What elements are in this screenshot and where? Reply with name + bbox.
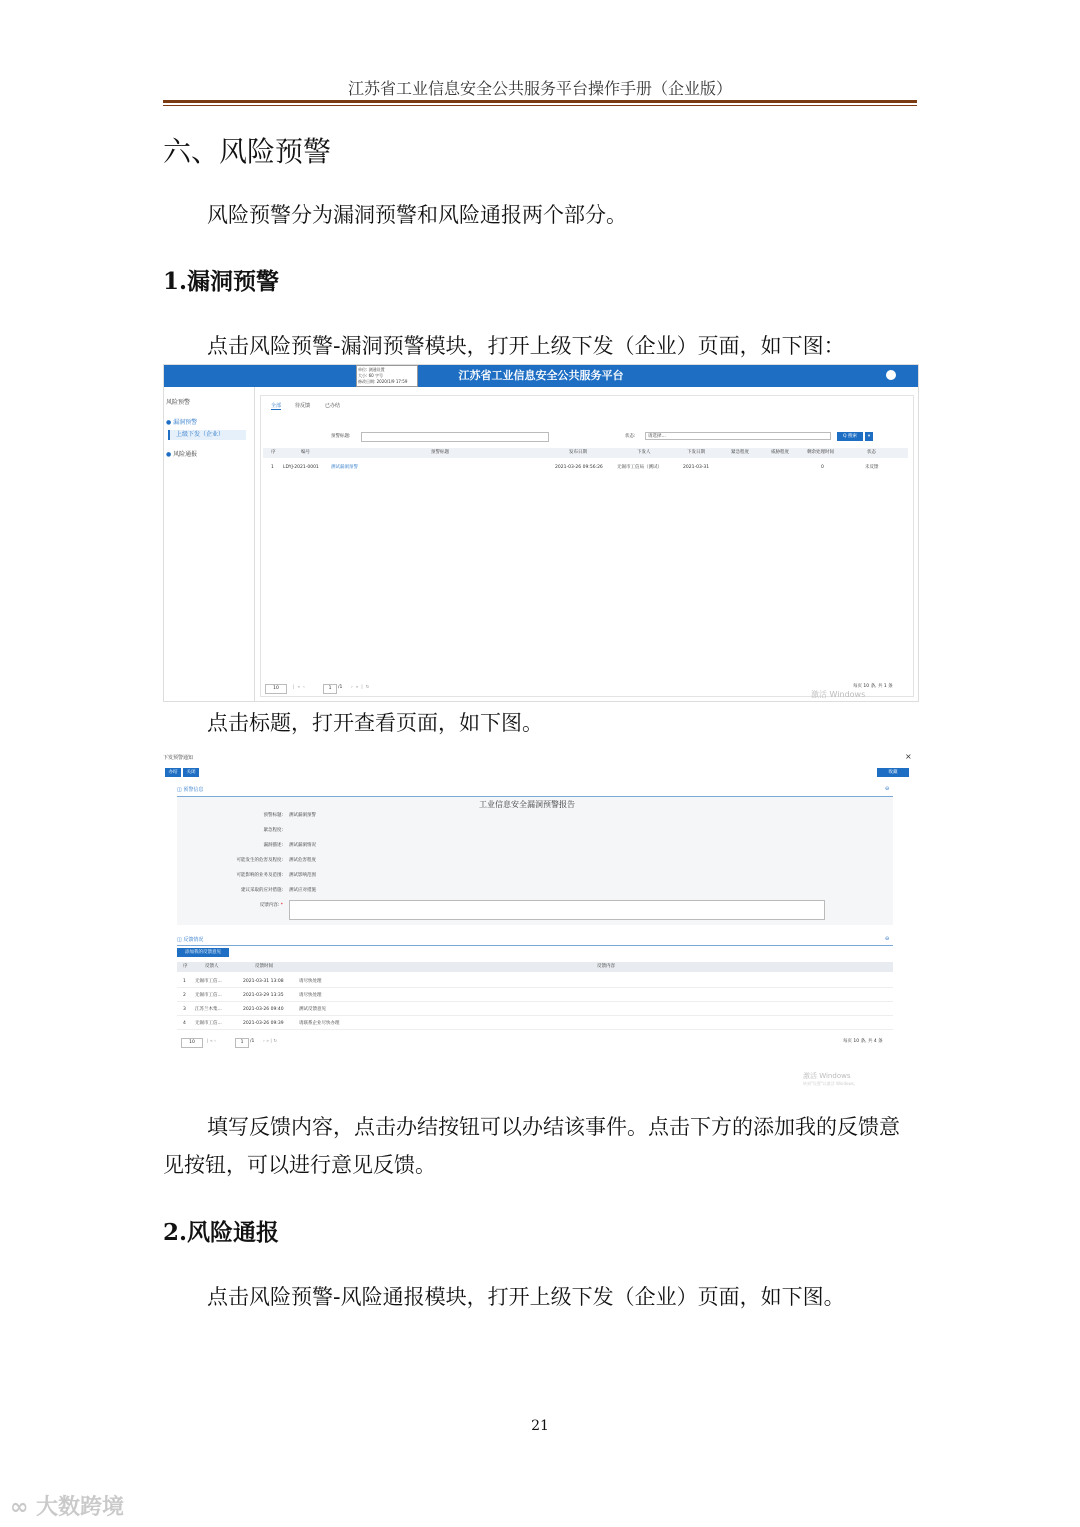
feedback-label-text: 反馈内容: (259, 903, 280, 908)
cell: 3 (183, 1007, 186, 1012)
page-input[interactable]: 1 (323, 684, 337, 694)
favorite-button[interactable]: 收藏 (877, 768, 909, 777)
page-number: 21 (531, 1418, 549, 1434)
cell: 2021-03-26 09:56:26 (555, 465, 603, 470)
cell: 未反馈 (865, 465, 879, 470)
feedback-table-header (177, 962, 893, 972)
tab-pending[interactable]: 待反馈 (295, 403, 311, 409)
cell: 2021-03-29 13:35 (243, 993, 284, 998)
cell: 2021-03-26 09:39 (243, 1021, 284, 1026)
subsection-1-text: 点击风险预警-漏洞预警模块，打开上级下发（企业）页面，如下图： (207, 334, 845, 358)
feedback-textarea[interactable] (289, 900, 825, 920)
col-header: 下发人 (637, 450, 651, 455)
cell: 2 (183, 993, 186, 998)
col-header: 状态 (867, 450, 876, 455)
screenshot-warning-detail (163, 752, 917, 1092)
page-size-select[interactable]: 10 (181, 1038, 203, 1048)
search-dropdown-icon[interactable]: ▾ (865, 432, 873, 441)
cell: 测试反馈意见 (299, 1007, 326, 1012)
field-value: 测试应对措施 (289, 888, 316, 893)
section-label: 反馈情况 (183, 937, 204, 943)
watermark (10, 1490, 124, 1521)
close-icon[interactable]: × (905, 752, 912, 761)
subsection-2-text: 点击风险预警-风险通报模块，打开上级下发（企业）页面，如下图。 (207, 1285, 845, 1309)
field-label: 可能影响的业务及范围: (236, 873, 283, 878)
pager-nav-icons[interactable]: | « ‹ (207, 1039, 216, 1044)
search-label: 预警标题: (331, 434, 351, 439)
collapse-icon[interactable]: ⊖ (885, 936, 890, 942)
report-title: 工业信息安全漏洞预警报告 (479, 800, 575, 809)
tooltip-line: 单位: 测通设置 (358, 367, 385, 372)
table-header (263, 448, 908, 458)
cell: 4 (183, 1021, 186, 1026)
col-header: 威胁程度 (771, 450, 789, 455)
cell: 无锡市工信局（测试） (617, 465, 662, 470)
field-value: 测试漏洞预警 (289, 813, 316, 818)
platform-title: 江苏省工业信息安全公共服务平台 (458, 369, 624, 382)
circle-icon: ● (166, 419, 174, 426)
page-input[interactable]: 1 (235, 1038, 249, 1048)
main-panel (260, 395, 914, 697)
screenshot-vuln-list (163, 364, 919, 702)
col-header: 序 (271, 450, 276, 455)
field-label: 漏洞描述: (263, 843, 283, 848)
section-warning-info: ◫ 预警信息 (177, 787, 204, 793)
field-label: 紧急程度: (263, 828, 283, 833)
watermark-logo-icon: ∞ (10, 1495, 36, 1520)
cell: 2021-03-31 13:08 (243, 979, 284, 984)
col-header: 剩余处理时间 (807, 450, 834, 455)
status-label: 状态: (625, 434, 636, 439)
header-rule-thin (163, 105, 917, 106)
tab-all[interactable]: 全部 (271, 403, 282, 409)
window-title: 下发预警通知 (163, 755, 194, 761)
close-button[interactable]: 关闭 (183, 768, 199, 777)
col-header: 序 (183, 964, 188, 969)
page-total: /1 (250, 1039, 255, 1044)
tooltip-line: 修改日期: 2020/1/9 17:59 (358, 379, 408, 384)
pager-next-icons[interactable]: › » | ↻ (263, 1039, 278, 1044)
finish-button[interactable]: 办结 (165, 768, 181, 777)
cell: 无锡市工信... (195, 993, 222, 998)
file-tooltip (356, 365, 418, 387)
tooltip-line: 大小: 60 字号 (358, 373, 383, 378)
field-value: 测试影响范围 (289, 873, 316, 878)
field-label: 建议采取的应对措施: (240, 888, 283, 893)
col-header: 反馈时间 (255, 964, 273, 969)
pager-nav-icons[interactable]: | « ‹ (293, 685, 305, 690)
cell: 1 (271, 465, 274, 470)
subsection-heading-2: 2.风险通报 (163, 1219, 280, 1246)
section-label: 预警信息 (183, 787, 204, 793)
sidebar-item-risk[interactable] (166, 449, 197, 458)
status-select[interactable]: 请选择... (645, 432, 831, 440)
field-label: 可能发生的危害及程度: (236, 858, 283, 863)
tab-done[interactable]: 已办结 (325, 403, 341, 409)
table-row[interactable] (263, 463, 908, 473)
col-header: 反馈人 (205, 964, 219, 969)
subsection-heading-1: 1.漏洞预警 (163, 268, 280, 295)
page-total: /1 (338, 685, 343, 690)
cell: 请尽快处理 (299, 979, 322, 984)
subsection-1b-text: 点击标题，打开查看页面，如下图。 (207, 711, 543, 735)
field-label: 预警标题: (263, 813, 283, 818)
pager-next-icons[interactable]: › » | ↻ (351, 685, 370, 690)
warning-title-link[interactable]: 测试漏洞预警 (331, 465, 358, 470)
cell: LDYJ-2021-0001 (283, 465, 319, 470)
feedback-label: 反馈内容: * (259, 903, 283, 908)
cell: 江苏兰木集... (195, 1007, 222, 1012)
field-value: 测试危害程度 (289, 858, 316, 863)
col-header: 发布日期 (569, 450, 587, 455)
col-header: 下发日期 (687, 450, 705, 455)
section-divider (177, 945, 893, 946)
table-row (177, 1019, 893, 1030)
sidebar (164, 387, 255, 701)
pager-summary: 每页 10 条, 共 4 条 (843, 1039, 883, 1044)
pager-summary: 每页 10 条, 共 1 条 (853, 684, 893, 689)
section-feedback: ◫ 反馈情况 (177, 937, 204, 943)
col-header: 预警标题 (431, 450, 449, 455)
col-header: 反馈内容 (597, 964, 615, 969)
activation-hint: 转到"设置"以激活 Windows。 (803, 1081, 858, 1086)
sidebar-subitem-issued[interactable]: 上级下发（企业） (168, 430, 246, 440)
add-feedback-button[interactable]: 添加我的反馈意见 (177, 948, 229, 957)
header-rule-thick (163, 100, 917, 103)
cell: 1 (183, 979, 186, 984)
cell: 2021-03-31 (683, 465, 710, 470)
sidebar-item-label: 风险通报 (173, 451, 198, 458)
user-icon[interactable] (886, 370, 896, 380)
section-heading: 六、风险预警 (163, 135, 332, 168)
cell: 无锡市工信... (195, 979, 222, 984)
cell: 请尽快处理 (299, 993, 322, 998)
table-row (177, 977, 893, 988)
cell: 无锡市工信... (195, 1021, 222, 1026)
cell: 0 (821, 465, 824, 470)
table-row (177, 1005, 893, 1016)
activation-watermark: 激活 Windows (811, 690, 866, 699)
circle-icon: ● (166, 451, 174, 458)
paragraph-feedback: 填写反馈内容，点击办结按钮可以办结该事件。点击下方的添加我的反馈意见按钮，可以进行意见反馈。 (163, 1115, 900, 1177)
activation-watermark: 激活 Windows (803, 1072, 851, 1080)
table-row (177, 991, 893, 1002)
cell: 2021-03-26 09:40 (243, 1007, 284, 1012)
page-size-select[interactable]: 10 (265, 684, 287, 694)
search-input[interactable] (361, 432, 549, 442)
sidebar-item-vuln[interactable] (166, 417, 197, 426)
search-button[interactable]: Q 搜索 (837, 432, 863, 441)
sidebar-item-label: 漏洞预警 (173, 419, 198, 426)
cell: 请联系企业尽快办理 (299, 1021, 340, 1026)
watermark-text: 大数跨境 (36, 1495, 125, 1520)
field-value: 测试漏洞情况 (289, 843, 316, 848)
sidebar-title: 风险预警 (166, 399, 191, 406)
col-header: 编号 (301, 450, 310, 455)
col-header: 紧急程度 (731, 450, 749, 455)
collapse-icon[interactable]: ⊖ (885, 786, 890, 792)
running-header: 江苏省工业信息安全公共服务平台操作手册（企业版） (347, 79, 732, 98)
intro-paragraph: 风险预警分为漏洞预警和风险通报两个部分。 (207, 203, 627, 227)
